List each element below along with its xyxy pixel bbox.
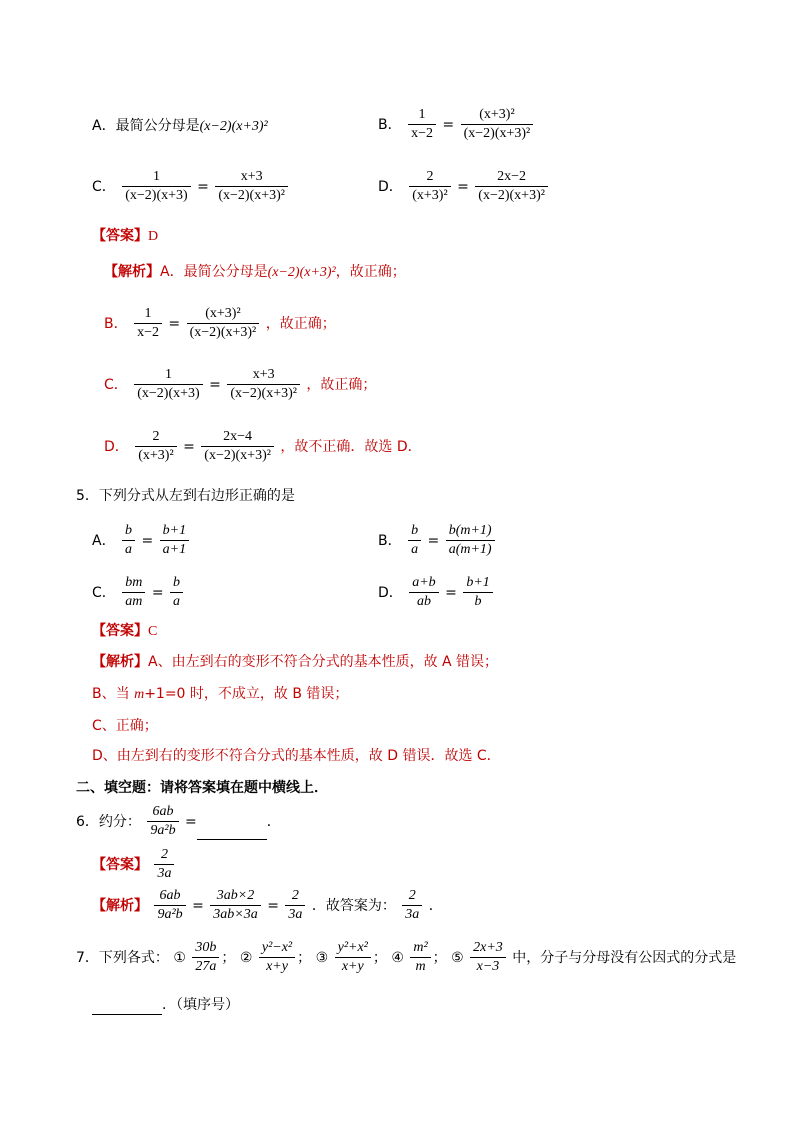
fraction: $\frac{2x-2}{\text{(x−2)(x+3)²}}$ (475, 168, 548, 205)
q5-option-d: D． $\frac{a+b}{ab}$ = $\frac{b+1}{b}$ (378, 574, 495, 611)
fraction: $\frac{2}{\text{(x+3)²}}$ (409, 168, 450, 205)
q5-option-a: A． $\frac{b}{a}$ = $\frac{b+1}{a+1}$ (92, 522, 191, 559)
q4-option-a: A．最简公分母是(x−2)(x+3)² (92, 118, 268, 134)
fraction: $\frac{bm}{am}$ (122, 574, 145, 611)
fraction: $\frac{6ab}{\text{9a²b}}$ (154, 887, 185, 924)
fraction: $\frac{1}{(x-2)(x+3)}$ (122, 168, 190, 205)
q4-analysis-c: C． $\frac{1}{(x-2)(x+3)}$ = $\frac{x+3}{\text{(x−2)(x+3)²}}$ ，故正确； (104, 367, 377, 401)
fraction: $\frac{b}{a}$ (408, 522, 421, 559)
q4-analysis-d: D． $\frac{2}{\text{(x+3)²}}$ = $\frac{2x-4}{\text{(x−2)(x+3)²}}$ ，故不正确．故选 D． (104, 429, 422, 463)
fraction: $\frac{2x+3}{x-3}$ (470, 939, 506, 976)
answer-blank[interactable] (197, 819, 267, 840)
fraction: $\frac{1}{(x-2)(x+3)}$ (134, 366, 202, 403)
fraction: $\frac{b+1}{a+1}$ (160, 522, 189, 559)
q4-analysis-b: B． $\frac{1}{x-2}$ = $\frac{\text{(x+3)²}}{\text{(x−2)(x+3)²}}$ ，故正确； (104, 306, 336, 340)
q4-option-b: B． $\frac{1}{x-2}$ = $\frac{\text{(x+3)²}}{\text{(x−2)(x+3)²}}$ (378, 106, 535, 143)
fraction: $\frac{30b}{27a}$ (192, 939, 219, 976)
q4-option-c: C． $\frac{1}{(x-2)(x+3)}$ = $\frac{x+3}{\text{(x−2)(x+3)²}}$ (92, 168, 290, 205)
q7-stem: 7．下列各式： ① $\frac{30b}{27a}$ ； ② $\frac{\text{y²−x²}}{x+y}$ ； ③ $\frac{\text{y²+x²}}{x+y}$ ； ④ $\frac{\text{m²}}{m}$ ； ⑤ $\frac{2x+3}{x-3}$ 中，分子与分母没有公因式的分式是 (76, 940, 737, 974)
fraction: $\frac{a+b}{ab}$ (409, 574, 438, 611)
q5-stem: 5．下列分式从左到右边形正确的是 (76, 488, 295, 504)
fraction: $\frac{x+3}{\text{(x−2)(x+3)²}}$ (227, 366, 300, 403)
fraction: $\frac{2}{\text{(x+3)²}}$ (135, 428, 176, 465)
fraction: $\frac{6ab}{\text{9a²b}}$ (147, 803, 178, 840)
q6-stem: 6．约分： $\frac{6ab}{\text{9a²b}}$ = ． (76, 804, 281, 838)
fraction: $\frac{3ab\times 2}{3ab\times 3a}$ (210, 887, 260, 924)
fraction: $\frac{\text{y²−x²}}{x+y}$ (259, 939, 295, 976)
fraction: $\frac{b}{a}$ (170, 574, 183, 611)
q4-option-d: D． $\frac{2}{\text{(x+3)²}}$ = $\frac{2x-2}{\text{(x−2)(x+3)²}}$ (378, 168, 550, 205)
fraction: $\frac{2}{3a}$ (402, 887, 422, 924)
q6-analysis: 【解析】 $\frac{6ab}{\text{9a²b}}$ = $\frac{3ab\times 2}{3ab\times 3a}$ = $\frac{2}{3a}$ ．故答案为： $\frac{2}{3a}$ ． (92, 888, 443, 922)
fraction: $\frac{1}{x-2}$ (134, 305, 162, 342)
fraction: $\frac{\text{m²}}{m}$ (410, 939, 430, 976)
fraction: $\frac{2}{3a}$ (154, 846, 174, 883)
q5-answer: 【答案】C (92, 623, 158, 639)
q5-analysis-1: 【解析】A、由左到右的变形不符合分式的基本性质，故 A 错误； (92, 654, 499, 670)
q5-analysis-2: B、当 m+1=0 时，不成立，故 B 错误； (92, 686, 349, 702)
q4-answer: 【答案】D (92, 228, 159, 244)
q5-option-b: B． $\frac{b}{a}$ = $\frac{b(m+1)}{a(m+1)}$ (378, 522, 497, 559)
fraction: $\frac{\text{(x+3)²}}{\text{(x−2)(x+3)²}}$ (187, 305, 260, 342)
section-title: 二、填空题：请将答案填在题中横线上． (76, 780, 328, 796)
q7-blank-line: ．（填序号） (92, 994, 239, 1015)
answer-blank[interactable] (92, 994, 162, 1015)
q5-analysis-3: C、正确； (92, 718, 158, 734)
fraction: $\frac{\text{y²+x²}}{x+y}$ (335, 939, 371, 976)
fraction: $\frac{1}{x-2}$ (408, 106, 436, 143)
q5-analysis-4: D、由左到右的变形不符合分式的基本性质，故 D 错误．故选 C． (92, 748, 501, 764)
fraction: $\frac{\text{(x+3)²}}{\text{(x−2)(x+3)²}}$ (461, 106, 534, 143)
fraction: $\frac{b}{a}$ (122, 522, 135, 559)
q4-analysis-a: 【解析】A．最简公分母是(x−2)(x+3)²，故正确； (104, 264, 406, 280)
fraction: $\frac{2}{3a}$ (285, 887, 305, 924)
fraction: $\frac{b(m+1)}{a(m+1)}$ (446, 522, 495, 559)
fraction: $\frac{x+3}{\text{(x−2)(x+3)²}}$ (215, 168, 288, 205)
q5-option-c: C． $\frac{bm}{am}$ = $\frac{b}{a}$ (92, 574, 185, 611)
fraction: $\frac{2x-4}{\text{(x−2)(x+3)²}}$ (201, 428, 274, 465)
fraction: $\frac{b+1}{b}$ (463, 574, 492, 611)
q6-answer: 【答案】 $\frac{2}{3a}$ (92, 846, 176, 883)
